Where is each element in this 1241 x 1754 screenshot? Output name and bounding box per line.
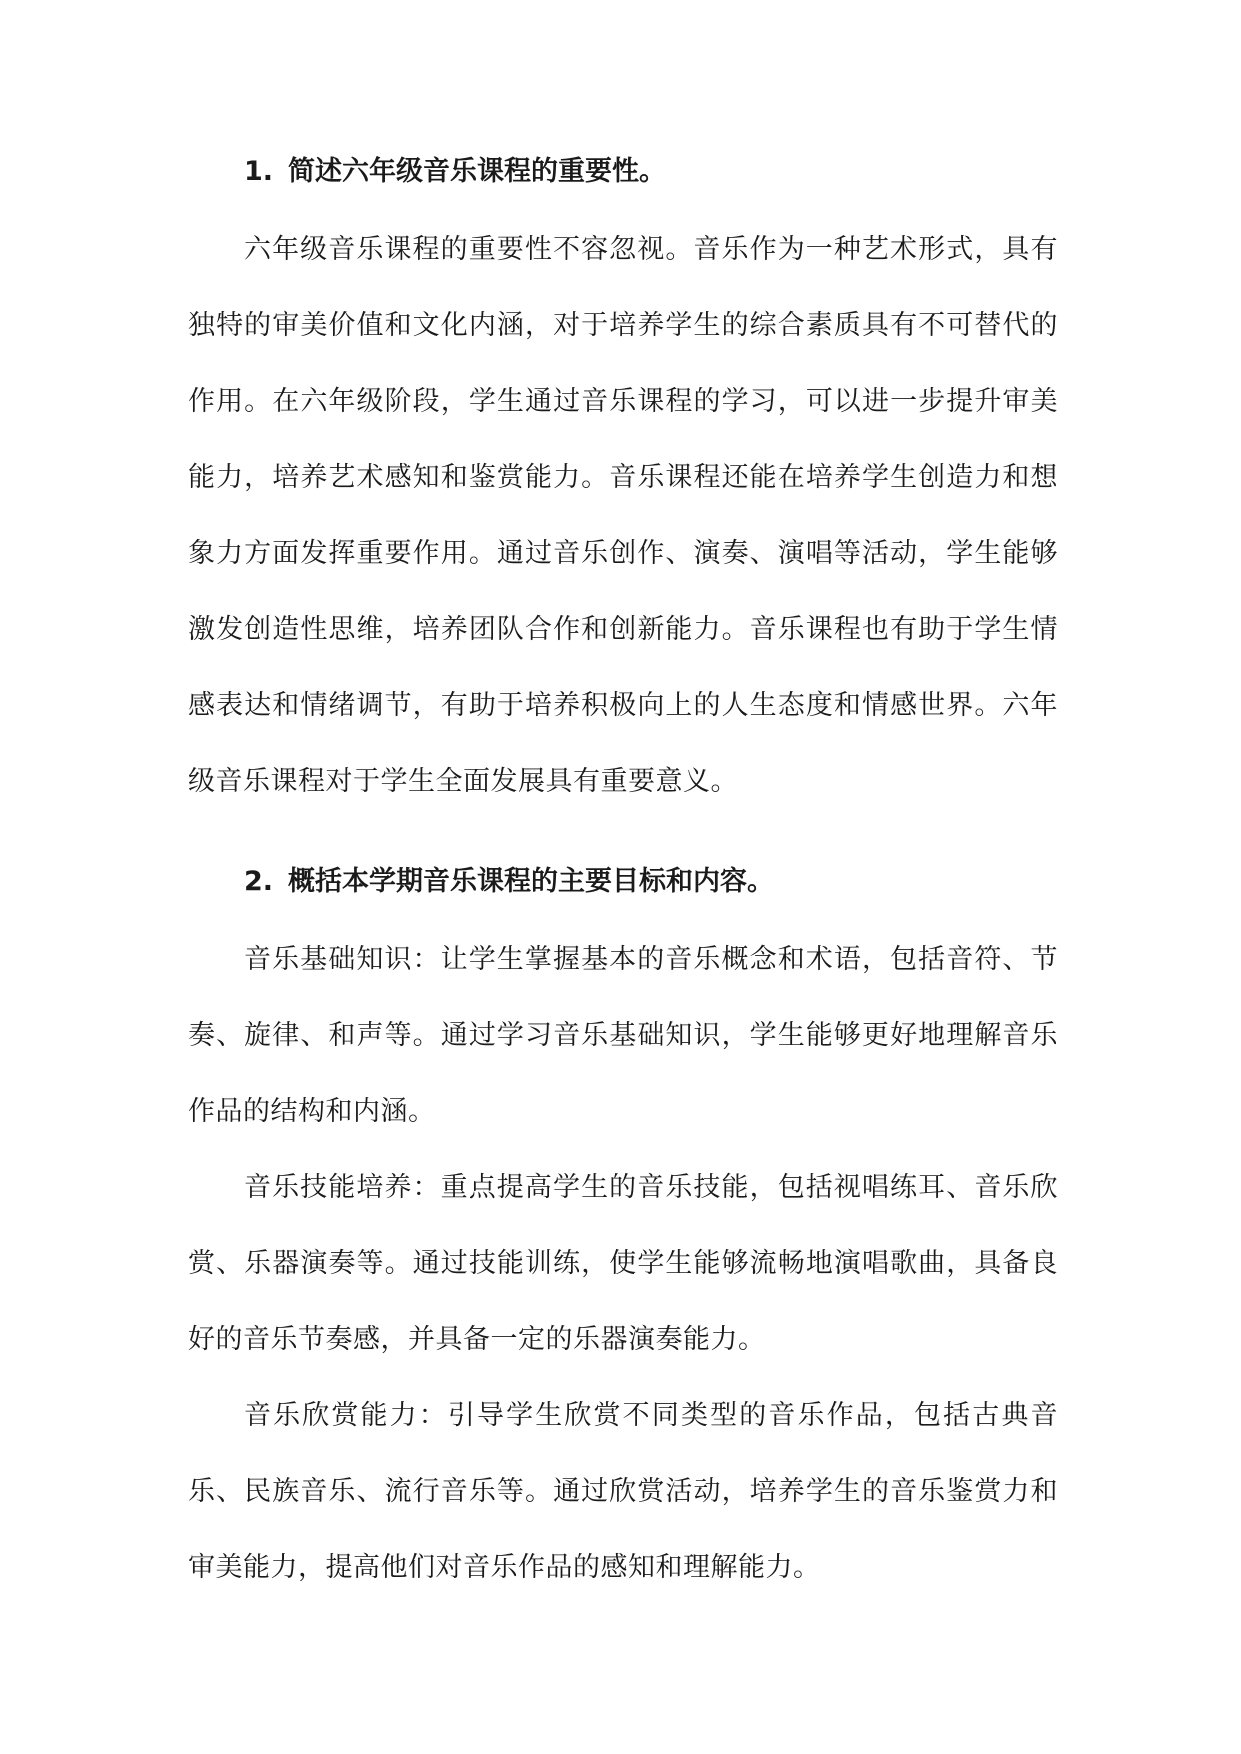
section-1-heading xyxy=(244,150,1058,194)
section-2-paragraph-1: 音乐基础知识：让学生掌握基本的音乐概念和术语，包括音符、节奏、旋律、和声等。通过学习音乐基础知识，学生能够更好地理解音乐作品的结构和内涵。 xyxy=(188,944,1058,1127)
section-2-title: 概括本学期音乐课程的主要目标和内容。 xyxy=(288,866,774,897)
section-1-body xyxy=(188,212,1058,820)
section-2-body xyxy=(188,922,1058,1606)
section-1-number: 1. xyxy=(244,156,274,187)
document-content xyxy=(188,150,1058,1606)
section-2-heading xyxy=(244,860,1058,904)
section-2-paragraph-2: 音乐技能培养：重点提高学生的音乐技能，包括视唱练耳、音乐欣赏、乐器演奏等。通过技能训练，使学生能够流畅地演唱歌曲，具备良好的音乐节奏感，并具备一定的乐器演奏能力。 xyxy=(188,1172,1058,1355)
section-2-paragraph-3: 音乐欣赏能力：引导学生欣赏不同类型的音乐作品，包括古典音乐、民族音乐、流行音乐等。通过欣赏活动，培养学生的音乐鉴赏力和审美能力，提高他们对音乐作品的感知和理解能力。 xyxy=(188,1400,1058,1583)
section-2-number: 2. xyxy=(244,866,274,897)
section-1-paragraph-1: 六年级音乐课程的重要性不容忽视。音乐作为一种艺术形式，具有独特的审美价值和文化内涵，对于培养学生的综合素质具有不可替代的作用。在六年级阶段，学生通过音乐课程的学习，可以进一步提升审美能力，培养艺术感知和鉴赏能力。音乐课程还能在培养学生创造力和想象力方面发挥重要作用。通过音乐创作、演奏、演唱等活动，学生能够激发创造性思维，培养团队合作和创新能力。音乐课程也有助于学生情感表达和情绪调节，有助于培养积极向上的人生态度和情感世界。六年级音乐课程对于学生全面发展具有重要意义。 xyxy=(188,234,1058,797)
section-1-title: 简述六年级音乐课程的重要性。 xyxy=(288,156,666,187)
